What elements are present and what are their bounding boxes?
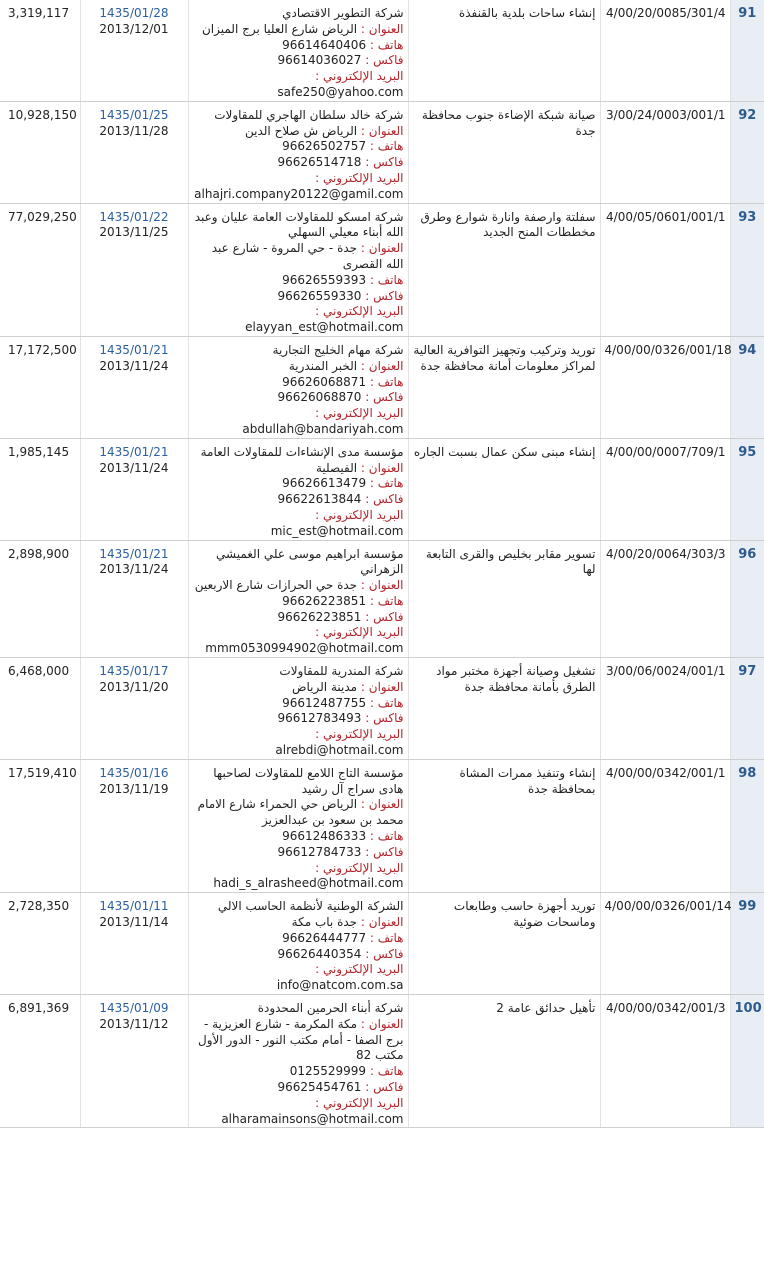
- contract-code: 3/00/24/0003/001/1: [600, 101, 730, 203]
- table-row: [0, 540, 764, 658]
- gregorian-date: 2013/11/20: [99, 679, 169, 694]
- row-number: 92: [730, 101, 764, 203]
- company-address: العنوان : مدينة الرياض: [292, 679, 404, 694]
- contract-date: [80, 759, 188, 892]
- hijri-date-link[interactable]: 1435/01/09: [99, 1001, 169, 1016]
- email-label: البريد الإلكتروني :: [315, 1095, 404, 1110]
- company-phone: هاتف : 96626068871: [282, 374, 404, 389]
- contract-date: [80, 893, 188, 995]
- company-info: [188, 540, 408, 658]
- table-row: [0, 893, 764, 995]
- contract-code: 4/00/05/0601/001/1: [600, 203, 730, 336]
- address-label: العنوان :: [357, 123, 404, 138]
- email-label: البريد الإلكتروني :: [315, 170, 404, 185]
- phone-label: هاتف :: [366, 930, 404, 945]
- company-email[interactable]: alharamainsons@hotmail.com: [221, 1111, 404, 1126]
- fax-label: فاكس :: [361, 492, 404, 507]
- gregorian-date: 2013/11/14: [99, 915, 169, 930]
- company-name: مؤسسة مدى الإنشاءات للمقاولات العامة: [200, 444, 404, 459]
- table-row: [0, 438, 764, 540]
- contract-amount: 10,928,150: [0, 101, 80, 203]
- address-label: العنوان :: [357, 21, 404, 36]
- gregorian-date: 2013/11/19: [99, 781, 169, 796]
- row-number: 93: [730, 203, 764, 336]
- company-address: العنوان : الرياض ش صلاح الدين: [245, 123, 404, 138]
- email-label: البريد الإلكتروني :: [315, 406, 404, 421]
- company-name: شركة أبناء الحرمين المحدودة: [257, 1001, 404, 1016]
- email-label-line: [193, 727, 404, 743]
- contract-amount: 6,891,369: [0, 995, 80, 1128]
- company-name: مؤسسة ابراهيم موسى علي الغميشي الزهراني: [215, 546, 404, 577]
- company-phone: هاتف : 96612487755: [282, 695, 404, 710]
- contract-code: 4/00/20/0064/303/3: [600, 540, 730, 658]
- table-row: [0, 759, 764, 892]
- company-address: العنوان : الفيصلية: [315, 460, 404, 475]
- hijri-date-link[interactable]: 1435/01/16: [99, 765, 169, 780]
- address-label: العنوان :: [357, 797, 404, 812]
- row-number: 94: [730, 336, 764, 438]
- company-phone: هاتف : 96612486333: [282, 829, 404, 844]
- contract-date: [80, 101, 188, 203]
- row-number: 91: [730, 0, 764, 101]
- project-name: صيانة شبكة الإضاءة جنوب محافظة جدة: [408, 101, 600, 203]
- contract-code: 4/00/00/0342/001/3: [600, 995, 730, 1128]
- contract-date: [80, 336, 188, 438]
- hijri-date-link[interactable]: 1435/01/17: [99, 664, 169, 679]
- contract-date: [80, 0, 188, 101]
- company-address: العنوان : جدة حي الحرازات شارع الاربعين: [194, 578, 404, 593]
- table-row: [0, 203, 764, 336]
- project-name: تسوير مقابر بخليص والقرى التابعة لها: [408, 540, 600, 658]
- contract-amount: 17,519,410: [0, 759, 80, 892]
- company-email[interactable]: mmm0530994902@hotmail.com: [205, 641, 404, 656]
- contract-date: [80, 438, 188, 540]
- company-address: العنوان : مكة المكرمة - شارع العزيزية - برج الصفا - أمام مكتب النور - الدور الأول مكتب 82: [198, 1016, 404, 1063]
- address-label: العنوان :: [357, 358, 404, 373]
- contract-date: [80, 203, 188, 336]
- contract-amount: 77,029,250: [0, 203, 80, 336]
- contract-amount: 1,985,145: [0, 438, 80, 540]
- fax-label: فاكس :: [361, 288, 404, 303]
- company-info: [188, 336, 408, 438]
- company-fax: فاكس : 96626514718: [277, 155, 404, 170]
- fax-label: فاكس :: [361, 946, 404, 961]
- project-name: إنشاء ساحات بلدية بالقنفذة: [408, 0, 600, 101]
- email-label-line: [193, 508, 404, 524]
- company-fax: فاكس : 96626223851: [277, 609, 404, 624]
- company-email[interactable]: alrebdi@hotmail.com: [275, 743, 404, 758]
- fax-label: فاكس :: [361, 711, 404, 726]
- phone-label: هاتف :: [366, 476, 404, 491]
- email-label: البريد الإلكتروني :: [315, 625, 404, 640]
- phone-label: هاتف :: [366, 374, 404, 389]
- contract-amount: 6,468,000: [0, 658, 80, 760]
- company-fax: فاكس : 96612784733: [277, 844, 404, 859]
- company-phone: هاتف : 96626613479: [282, 476, 404, 491]
- company-name: شركة امسكو للمقاولات العامة عليان وعبد الله أبناء معيلي السهلي: [194, 209, 404, 240]
- company-fax: فاكس : 96626440354: [277, 946, 404, 961]
- project-name: تشغيل وصيانة أجهزة مختبر مواد الطرق بأمانة محافظة جدة: [408, 658, 600, 760]
- fax-label: فاكس :: [361, 390, 404, 405]
- company-fax: فاكس : 96614036027: [277, 53, 404, 68]
- table-row: [0, 101, 764, 203]
- email-label: البريد الإلكتروني :: [315, 69, 404, 84]
- phone-label: هاتف :: [366, 37, 404, 52]
- company-phone: هاتف : 96614640406: [282, 37, 404, 52]
- row-number: 100: [730, 995, 764, 1128]
- company-phone: هاتف : 0125529999: [289, 1064, 404, 1079]
- fax-label: فاكس :: [361, 844, 404, 859]
- company-info: [188, 0, 408, 101]
- company-phone: هاتف : 96626559393: [282, 272, 404, 287]
- contract-code: 4/00/20/0085/301/4: [600, 0, 730, 101]
- phone-label: هاتف :: [366, 593, 404, 608]
- email-label-line: [193, 962, 404, 978]
- address-label: العنوان :: [357, 679, 404, 694]
- company-name: شركة مهام الخليج التجارية: [272, 342, 404, 357]
- contract-date: [80, 540, 188, 658]
- contract-date: [80, 995, 188, 1128]
- email-label: البريد الإلكتروني :: [315, 962, 404, 977]
- row-number: 96: [730, 540, 764, 658]
- gregorian-date: 2013/11/24: [99, 460, 169, 475]
- phone-label: هاتف :: [366, 1064, 404, 1079]
- company-email[interactable]: safe250@yahoo.com: [277, 84, 404, 99]
- email-label-line: [193, 861, 404, 877]
- contract-code: 4/00/00/0007/709/1: [600, 438, 730, 540]
- company-phone: هاتف : 96626502757: [282, 139, 404, 154]
- table-row: [0, 658, 764, 760]
- gregorian-date: 2013/11/25: [99, 225, 169, 240]
- project-name: سفلتة وارصفة وانارة شوارع وطرق مخططات المنح الجديد: [408, 203, 600, 336]
- company-info: [188, 101, 408, 203]
- phone-label: هاتف :: [366, 139, 404, 154]
- company-fax: فاكس : 96626068870: [277, 390, 404, 405]
- row-number: 98: [730, 759, 764, 892]
- company-address: العنوان : جدة - حي المروة - شارع عبد الله القصرى: [211, 241, 404, 271]
- project-name: إنشاء وتنفيذ ممرات المشاة بمحافظة جدة: [408, 759, 600, 892]
- address-label: العنوان :: [357, 1016, 404, 1031]
- contract-date: [80, 658, 188, 760]
- contract-code: 3/00/06/0024/001/1: [600, 658, 730, 760]
- company-phone: هاتف : 96626444777: [282, 930, 404, 945]
- company-address: العنوان : الخبر المندرية: [288, 358, 404, 373]
- gregorian-date: 2013/11/28: [99, 123, 169, 138]
- hijri-date-link[interactable]: 1435/01/11: [99, 899, 169, 914]
- gregorian-date: 2013/12/01: [99, 21, 169, 36]
- email-label-line: [193, 1096, 404, 1112]
- row-number: 97: [730, 658, 764, 760]
- email-label-line: [193, 625, 404, 641]
- contract-code: 4/00/00/0326/001/18: [600, 336, 730, 438]
- row-number: 95: [730, 438, 764, 540]
- phone-label: هاتف :: [366, 695, 404, 710]
- email-label: البريد الإلكتروني :: [315, 304, 404, 319]
- address-label: العنوان :: [357, 241, 404, 256]
- contract-amount: 3,319,117: [0, 0, 80, 101]
- hijri-date-link[interactable]: 1435/01/22: [99, 209, 169, 224]
- company-phone: هاتف : 96626223851: [282, 593, 404, 608]
- contract-code: 4/00/00/0326/001/14: [600, 893, 730, 995]
- company-name: الشركة الوطنية لأنظمة الحاسب الالي: [217, 899, 404, 914]
- table-row: [0, 995, 764, 1128]
- fax-label: فاكس :: [361, 53, 404, 68]
- hijri-date-link[interactable]: 1435/01/21: [99, 342, 169, 357]
- email-label: البريد الإلكتروني :: [315, 860, 404, 875]
- contract-code: 4/00/00/0342/001/1: [600, 759, 730, 892]
- company-address: العنوان : الرياض شارع العليا برج الميزان: [201, 21, 404, 36]
- company-fax: فاكس : 96625454761: [277, 1080, 404, 1094]
- company-info: [188, 893, 408, 995]
- hijri-date-link[interactable]: 1435/01/25: [99, 107, 169, 122]
- contract-amount: 2,898,900: [0, 540, 80, 658]
- company-info: [188, 658, 408, 760]
- phone-label: هاتف :: [366, 829, 404, 844]
- fax-label: فاكس :: [361, 609, 404, 624]
- hijri-date-link[interactable]: 1435/01/28: [99, 6, 169, 20]
- address-label: العنوان :: [357, 578, 404, 593]
- project-name: توريد أجهزة حاسب وطابعات وماسحات ضوئية: [408, 893, 600, 995]
- hijri-date-link[interactable]: 1435/01/21: [99, 546, 169, 561]
- address-label: العنوان :: [357, 915, 404, 930]
- gregorian-date: 2013/11/24: [99, 562, 169, 577]
- company-email[interactable]: alhajri.company20122@gamil.com: [194, 186, 404, 201]
- company-fax: فاكس : 96612783493: [277, 711, 404, 726]
- phone-label: هاتف :: [366, 272, 404, 287]
- company-name: شركة المندرية للمقاولات: [279, 664, 404, 679]
- company-email[interactable]: info@natcom.com.sa: [276, 978, 404, 993]
- company-fax: فاكس : 96622613844: [277, 492, 404, 507]
- row-number: 99: [730, 893, 764, 995]
- address-label: العنوان :: [357, 460, 404, 475]
- company-name: مؤسسة التاج اللامع للمقاولات لصاحبها هادى سراج آل رشيد: [213, 765, 404, 796]
- project-name: توريد وتركيب وتجهيز التوافرية العالية لمراكز معلومات أمانة محافظة جدة: [408, 336, 600, 438]
- company-address: العنوان : جدة باب مكة: [291, 915, 404, 930]
- gregorian-date: 2013/11/12: [99, 1016, 169, 1031]
- contract-amount: 2,728,350: [0, 893, 80, 995]
- company-email[interactable]: hadi_s_alrasheed@hotmail.com: [213, 876, 404, 891]
- company-email[interactable]: elayyan_est@hotmail.com: [245, 320, 404, 335]
- company-address: العنوان : الرياض حي الحمراء شارع الامام محمد بن سعود بن عبدالعزيز: [197, 797, 404, 828]
- table-row: [0, 0, 764, 101]
- company-name: شركة التطوير الاقتصادي: [282, 6, 404, 20]
- email-label: البريد الإلكتروني :: [315, 507, 404, 522]
- gregorian-date: 2013/11/24: [99, 358, 169, 373]
- email-label-line: [193, 406, 404, 422]
- email-label-line: [193, 304, 404, 320]
- company-email[interactable]: mic_est@hotmail.com: [270, 523, 404, 538]
- fax-label: فاكس :: [361, 155, 404, 170]
- hijri-date-link[interactable]: 1435/01/21: [99, 444, 169, 459]
- company-info: [188, 995, 408, 1128]
- project-name: تأهيل حدائق عامة 2: [408, 995, 600, 1128]
- company-fax: فاكس : 96626559330: [277, 288, 404, 303]
- company-info: [188, 203, 408, 336]
- table-row: [0, 336, 764, 438]
- email-label-line: [193, 171, 404, 187]
- fax-label: فاكس :: [361, 1080, 404, 1094]
- company-info: [188, 759, 408, 892]
- company-email[interactable]: abdullah@bandariyah.com: [242, 421, 404, 436]
- project-name: إنشاء مبنى سكن عمال بسبت الجاره: [408, 438, 600, 540]
- contract-amount: 17,172,500: [0, 336, 80, 438]
- company-info: [188, 438, 408, 540]
- email-label-line: [193, 69, 404, 85]
- email-label: البريد الإلكتروني :: [315, 727, 404, 742]
- company-name: شركة خالد سلطان الهاجري للمقاولات: [214, 107, 404, 122]
